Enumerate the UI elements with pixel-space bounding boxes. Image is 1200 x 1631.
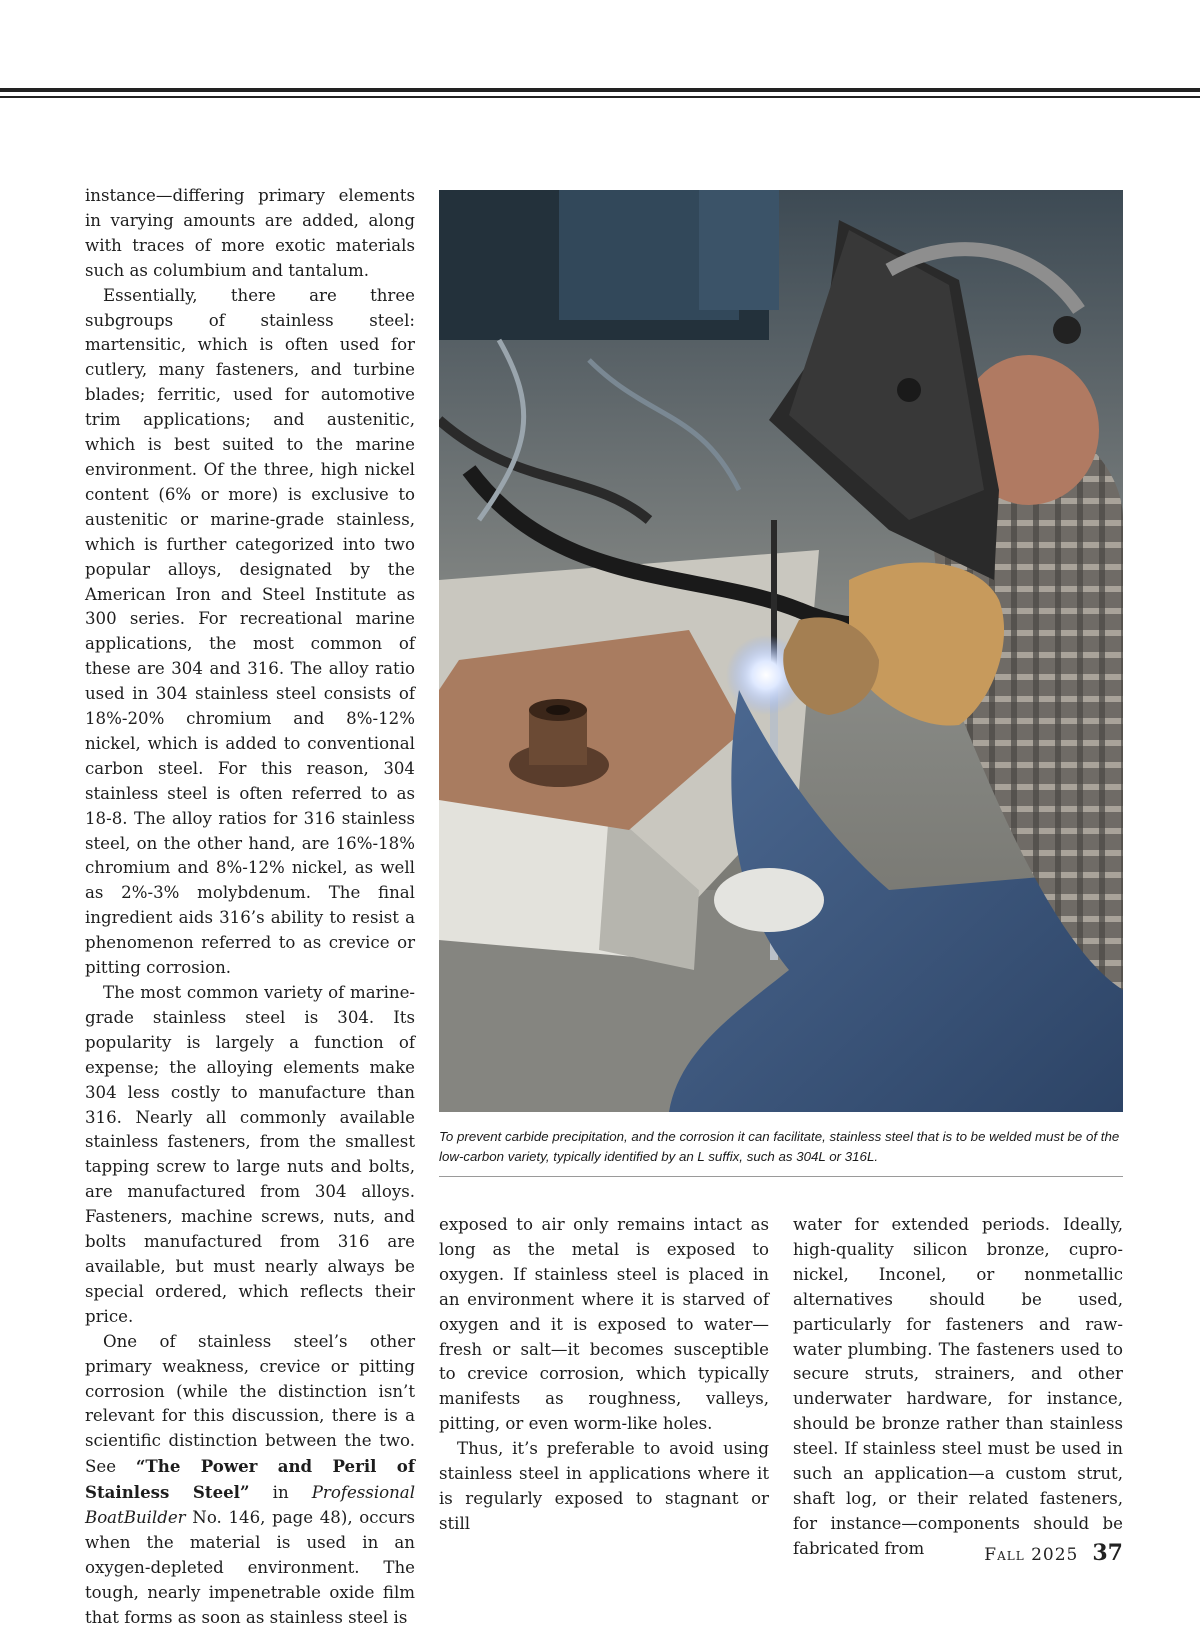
article-column-2: [439, 1213, 769, 1537]
figure-caption: To prevent carbide precipitation, and the corrosion it can facilitate, stainless steel that is to be welded must be of the low-carbon variety, typically identified by an L suffix, such as 304L or 316L.: [439, 1129, 1120, 1164]
article-column-3: [793, 1213, 1123, 1562]
page-footer: [984, 1540, 1123, 1566]
paragraph: Essentially, there are three subgroups of stainless steel: martensitic, which is often used for cutlery, many fasteners, and turbine blades; ferritic, used for automotive trim applications; and austenitic, which is best suited to the marine environment. Of the three, high nickel content (6% or more) is exclusive to austenitic or marine-grade stainless, which is further categorized into two popular alloys, designated by the American Iron and Steel Institute as 300 series. For recreational marine applications, the most common of these are 304 and 316. The alloy ratio used in 304 stainless steel consists of 18%-20% chromium and 8%-12% nickel, which is added to conventional carbon steel. For this reason, 304 stainless steel is often referred to as 18-8. The alloy ratios for 316 stainless steel, on the other hand, are 16%-18% chromium and 8%-12% nickel, as well as 2%-3% molybdenum. The final ingredient aids 316’s ability to resist a phenomenon referred to as crevice or pitting corrosion.: [85, 285, 415, 978]
text-run: No. 146, page 48), occurs when the material is used in an oxygen-depleted environment. The tough, nearly impenetrable oxide film that forms as soon as stainless steel is: [85, 1508, 415, 1627]
paragraph: The most common variety of marine-grade stainless steel is 304. Its popularity is largely a function of expense; the alloying elements make 304 less costly to manufacture than 316. Nearly all commonly available stainless fasteners, from the smallest tapping screw to large nuts and bolts, are manufactured from 304 alloys. Fasteners, machine screws, nuts, and bolts manufactured from 316 are available, but must nearly always be special ordered, which reflects their price.: [85, 983, 415, 1326]
paragraph: [85, 1330, 415, 1631]
paragraph: water for extended periods. Ideally, high-quality silicon bronze, cupro-nickel, Inconel, or nonmetallic alternatives should be used, particularly for fasteners and raw-water plumbing. The fasteners used to secure struts, strainers, and other underwater hardware, for instance, should be bronze rather than stainless steel. If stainless steel must be used in such an application—a custom strut, shaft log, or their related fasteners, for instance—components should be fabricated from: [793, 1215, 1123, 1558]
reference-title: “The Power and Peril of Stainless Steel”: [85, 1456, 415, 1503]
paragraph: exposed to air only remains intact as long as the metal is exposed to oxygen. If stainless steel is placed in an environment where it is starved of oxygen and it is exposed to water—fresh or salt—it becomes susceptible to crevice corrosion, which typically manifests as roughness, valleys, pitting, or even worm-like holes.: [439, 1215, 769, 1434]
paragraph: instance—differing primary elements in varying amounts are added, along with traces of more exotic materials such as columbium and tantalum.: [85, 186, 415, 280]
header-rule-thin: [0, 96, 1200, 98]
text-run: in: [249, 1483, 312, 1503]
publication-name: Professional BoatBuilder: [85, 1483, 415, 1528]
welding-photo: [439, 190, 1123, 1112]
issue-season: Fall 2025: [984, 1545, 1079, 1565]
text-run: One of stainless steel’s other primary weakness, crevice or pitting corrosion (while the distinction isn’t relevant for this discussion, there is a scientific distinction between the two. See: [85, 1331, 415, 1477]
paragraph: Thus, it’s preferable to avoid using stainless steel in applications where it is regularly exposed to stagnant or still: [439, 1439, 769, 1533]
page-number: 37: [1092, 1540, 1123, 1566]
header-rule-thick: [0, 88, 1200, 92]
caption-divider: [439, 1176, 1123, 1177]
welding-photo-illustration: [439, 190, 1123, 1112]
article-column-1: [85, 184, 415, 1631]
